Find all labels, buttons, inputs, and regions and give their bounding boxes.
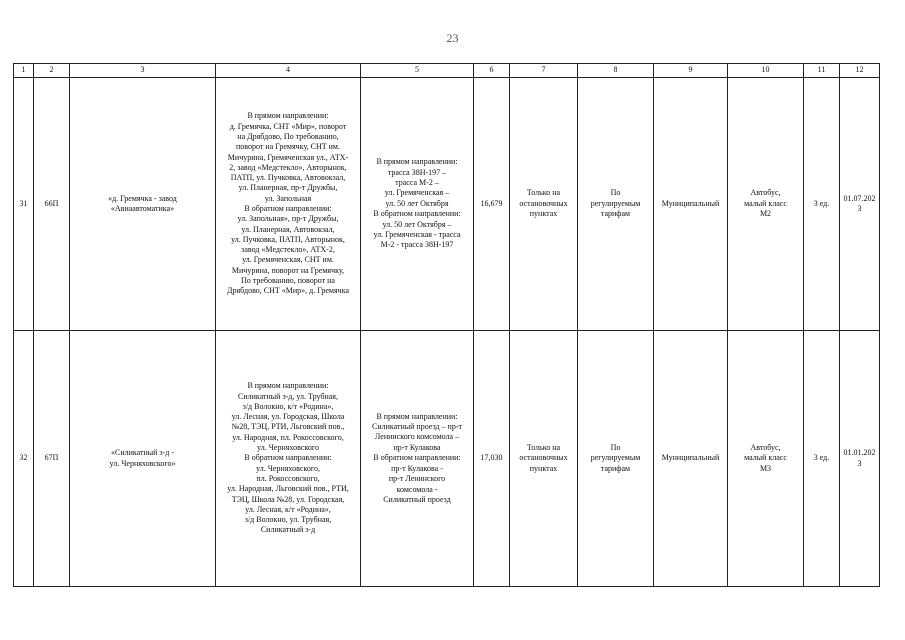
tariff-type — [578, 331, 654, 587]
route-type: Муниципальный — [654, 331, 728, 587]
vehicle-class-text: Автобус, малый класс М3 — [744, 442, 787, 473]
header-cell: 11 — [804, 64, 840, 78]
start-date: 01.01.2023 — [840, 331, 880, 587]
header-cell: 2 — [34, 64, 70, 78]
route-type: Муниципальный — [654, 78, 728, 331]
page-number: 23 — [446, 31, 459, 45]
start-date: 01.07.2023 — [840, 78, 880, 331]
route-name — [70, 78, 216, 331]
table-row — [14, 78, 880, 331]
stop-mode — [510, 78, 578, 331]
route-number: 66П — [34, 78, 70, 331]
route-length: 17,030 — [474, 331, 510, 587]
header-cell: 9 — [654, 64, 728, 78]
vehicle-count: 3 ед. — [804, 78, 840, 331]
header-cell: 3 — [70, 64, 216, 78]
header-cell: 12 — [840, 64, 880, 78]
route-stops-text: В прямом направлении: Силикатный з-д, ул. Трубная, з/д Волокно, к/т «Родина», ул. Лесная, ул. Городская, Школа №28, ТЭЦ, РТИ, Льговский пов., ул. Народная, пл. Рокоссовского, ул. Черняховского В обратном направлении: ул. Черняховского, пл. Рокоссовского, ул. Народная, Льговский пов., РТИ, ТЭЦ, Школа №28, ул. Городская, ул. Лесная, к/т «Родина», з/д Волокно, ул. Трубная, Силикатный з-д — [227, 381, 349, 535]
header-cell: 8 — [578, 64, 654, 78]
header-cell: 7 — [510, 64, 578, 78]
tariff-type-text: По регулируемым тарифам — [590, 442, 641, 473]
header-cell: 1 — [14, 64, 34, 78]
header-cell: 5 — [361, 64, 474, 78]
tariff-type — [578, 78, 654, 331]
route-stops-list — [216, 331, 361, 587]
route-name — [70, 331, 216, 587]
stop-mode — [510, 331, 578, 587]
row-number: 32 — [14, 331, 34, 587]
vehicle-class — [728, 331, 804, 587]
route-path — [361, 331, 474, 587]
vehicle-class-text: Автобус, малый класс М2 — [744, 188, 787, 219]
route-path — [361, 78, 474, 331]
stop-mode-text: Только на остановочных пунктах — [519, 442, 568, 473]
route-name-text: «Силикатный з-д - ул. Черняховского» — [109, 448, 176, 468]
route-stops-text: В прямом направлении: д. Гремячка, СНТ «Мир», поворот на Дрябдово, По требованию, поворот на Гремячку, СНТ им. Мичурина, Гремяченская ул., АТХ- 2, завод «Медстекло», Авторынок, ПАТП, ул. Пучковка, Автовокзал, ул. Планерная, пр-т Дружбы, ул. Запольная В обратном направлении: ул. Запольная», пр-т Дружбы, ул. Планерная, Автовокзал, ул. Пучковка, ПАТП, Авторынок, завод «Медстекло», АТХ-2, ул. Гремяченская, СНТ им. Мичурина, поворот на Гремячку, По требованию, поворот на Дрябдово, СНТ «Мир», д. Гремячка — [226, 111, 350, 296]
route-number: 67П — [34, 331, 70, 587]
header-cell: 4 — [216, 64, 361, 78]
stop-mode-text: Только на остановочных пунктах — [519, 188, 568, 219]
row-number: 31 — [14, 78, 34, 331]
header-cell: 10 — [728, 64, 804, 78]
vehicle-class — [728, 78, 804, 331]
routes-table — [13, 63, 880, 587]
tariff-type-text: По регулируемым тарифам — [590, 188, 641, 219]
route-stops-list — [216, 78, 361, 331]
header-row — [14, 64, 880, 78]
route-path-text: В прямом направлении: трасса 38Н-197 – трасса М-2 – ул. Гремяченская – ул. 50 лет Октября В обратном направлении: ул. 50 лет Октября – ул. Гремяченская - трасса М-2 - трасса 38Н-197 — [373, 157, 461, 250]
table-row — [14, 331, 880, 587]
header-cell: 6 — [474, 64, 510, 78]
route-name-text: «д. Гремячка - завод «Авиаавтоматика» — [108, 193, 177, 213]
vehicle-count: 3 ед. — [804, 331, 840, 587]
route-path-text: В прямом направлении: Силикатный проезд – пр-т Ленинского комсомола – пр-т Кулакова В обратном направлении: пр-т Кулакова - пр-т Ленинского комсомола - Силикатный проезд — [372, 411, 462, 504]
route-length: 16,679 — [474, 78, 510, 331]
